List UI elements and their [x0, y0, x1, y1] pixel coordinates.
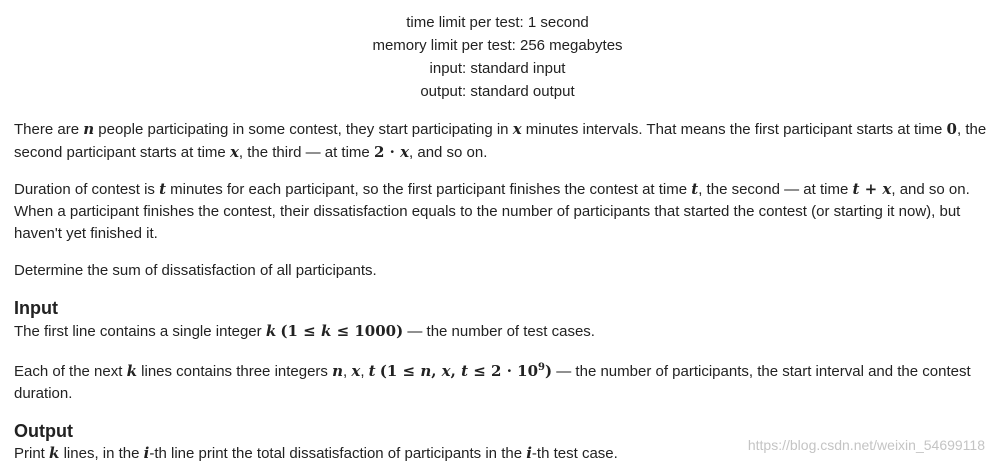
input-section-title: Input [14, 298, 58, 318]
input-line-2: Each of the next k lines contains three integers n, x, t (1 ≤ n, x, $t \le 2 \cdot 10^9$) — the number of participants, the start interval and the contest duration. [14, 362, 971, 402]
statement-paragraph-3: Determine the sum of dissatisfaction of all participants. [14, 262, 377, 279]
statement-paragraph-2: Duration of contest is t minutes for each participant, so the first participant finishes the contest at time t, the second — at time t + x, and so on. When a participant finishes the contest, their dissatisfaction equals to the number of participants that started the contest (or starting it now), but haven't yet finished it. [14, 180, 970, 242]
watermark: https://blog.csdn.net/weixin_54699118 [747, 437, 985, 453]
time-limit: time limit per test: 1 second [406, 14, 589, 31]
memory-limit: memory limit per test: 256 megabytes [372, 37, 623, 54]
input-line-1: The first line contains a single integer k (1 ≤ k ≤ 1000) — the number of test cases. [14, 322, 595, 340]
output-section-title: Output [14, 421, 73, 441]
output-line-1: Print k lines, in the i-th line print the total dissatisfaction of participants in the i-th test case. [14, 444, 618, 462]
problem-header [0, 0, 995, 103]
output-spec: output: standard output [420, 83, 575, 100]
statement-paragraph-1: There are n people participating in some contest, they start participating in x minutes intervals. That means the first participant starts at time 0, the second participant starts at time x, the third — at time 2 · x, and so on. [14, 120, 987, 161]
input-spec: input: standard input [429, 60, 566, 77]
